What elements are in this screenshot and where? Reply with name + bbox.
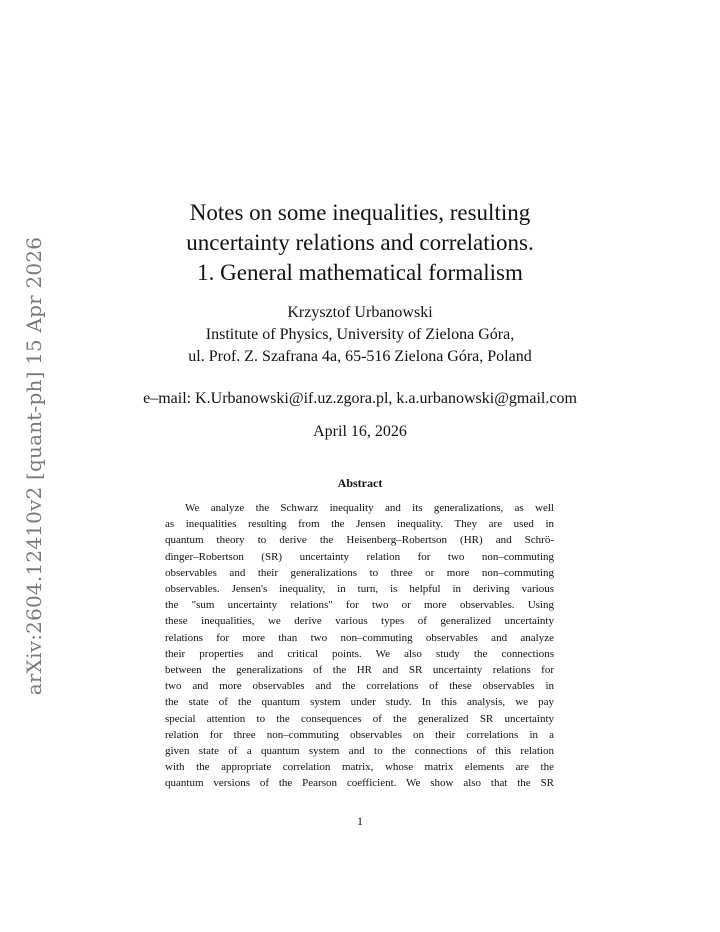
abstract-line: observables and their generalizations to three or more non–commuting [165, 566, 554, 579]
author-block [0, 302, 720, 368]
abstract-line: quantum theory to derive the Heisenberg–Robertson (HR) and Schrö- [165, 534, 554, 547]
abstract-line: special attention to the consequences of the generalized SR uncertainty [165, 712, 554, 725]
abstract-line: the "sum uncertainty relations" for two or more observables. Using [165, 599, 554, 612]
paper-date: April 16, 2026 [313, 423, 407, 440]
abstract-line: given state of a quantum system and to the connections of this relation [165, 745, 554, 758]
page-number: 1 [357, 814, 363, 828]
abstract-line: their properties and critical points. We also study the connections [165, 647, 554, 660]
affiliation-line: Institute of Physics, University of Zielona Góra, [205, 326, 515, 343]
abstract-body [165, 500, 554, 792]
abstract-line: relation for three non–commuting observables on their correlations in a [165, 728, 554, 741]
title-line: 1. General mathematical formalism [197, 260, 523, 285]
abstract-line: quantum versions of the Pearson coefficient. We show also that the SR [165, 777, 554, 790]
abstract-line: these inequalities, we derive various types of generalized uncertainty [165, 615, 554, 628]
paper-title [0, 198, 720, 288]
title-line: uncertainty relations and correlations. [186, 230, 534, 255]
abstract-line: We analyze the Schwarz inequality and its generalizations, as well [185, 502, 554, 514]
email-line: e–mail: K.Urbanowski@if.uz.zgora.pl, k.a.urbanowski@gmail.com [143, 390, 577, 407]
author-name: Krzysztof Urbanowski [287, 304, 433, 321]
abstract-line: dinger–Robertson (SR) uncertainty relation for two non–commuting [165, 550, 554, 563]
abstract-line: the state of the quantum system under study. In this analysis, we pay [165, 696, 554, 709]
arxiv-stamp: arXiv:2604.12410v2 [quant-ph] 15 Apr 2026 [22, 236, 46, 696]
abstract-line: as inequalities resulting from the Jensen inequality. They are used in [165, 518, 554, 531]
abstract-line: two and more observables and the correlations of these observables in [165, 680, 554, 693]
abstract-line: observables. Jensen's inequality, in turn, is helpful in deriving various [165, 583, 554, 596]
affiliation-line: ul. Prof. Z. Szafrana 4a, 65-516 Zielona Góra, Poland [188, 348, 532, 365]
abstract-line: between the generalizations of the HR and SR uncertainty relations for [165, 664, 554, 677]
abstract-line: relations for more than two non–commuting observables and analyze [165, 631, 554, 644]
title-line: Notes on some inequalities, resulting [189, 200, 531, 225]
abstract-heading: Abstract [337, 476, 383, 490]
abstract-line: with the appropriate correlation matrix, whose matrix elements are the [165, 761, 554, 774]
